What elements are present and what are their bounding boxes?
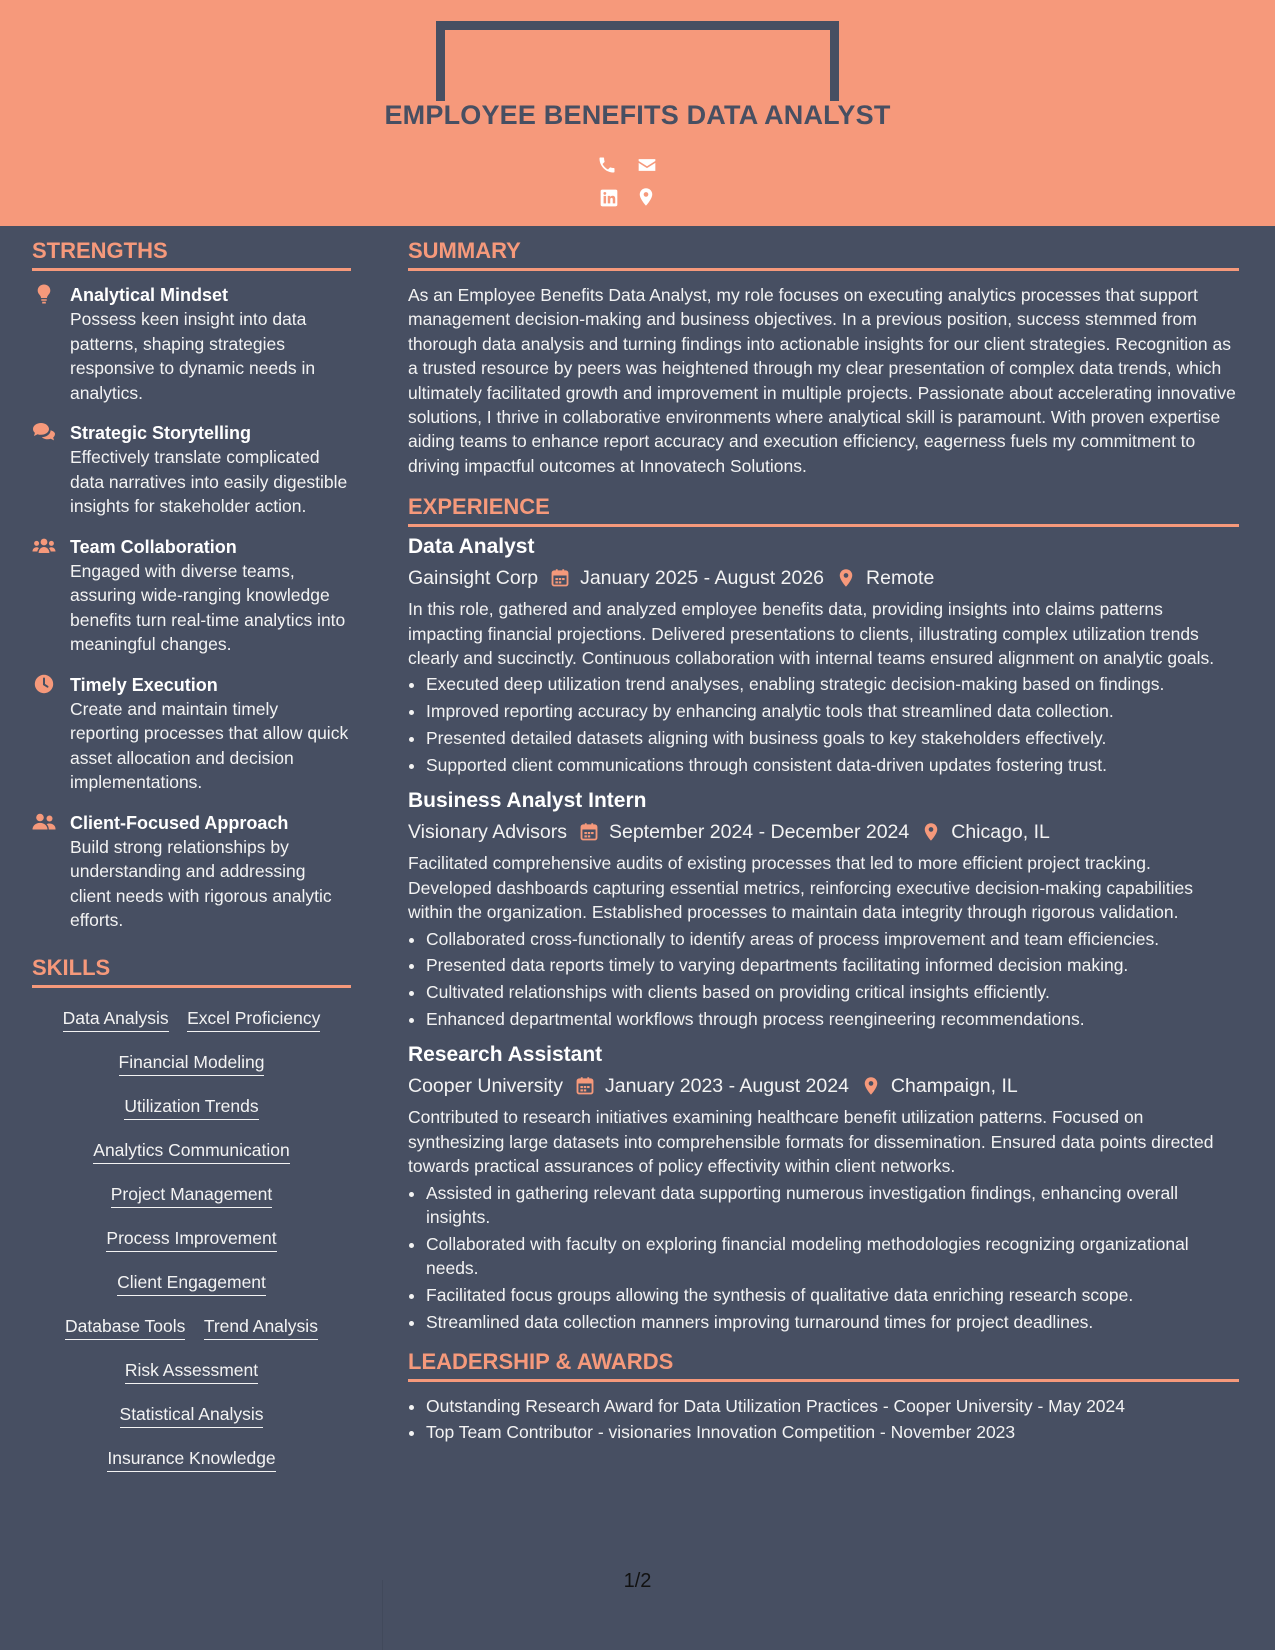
- calendar-icon: [579, 822, 599, 842]
- job-entry: [408, 787, 1239, 1031]
- list-item: • Collaborated with faculty on exploring financial modeling methodologies recognizing organizational needs.: [426, 1232, 1239, 1281]
- job-description: In this role, gathered and analyzed employee benefits data, providing insights into claims patterns impacting financial projections. Delivered presentations to clients, illustrating complex utilization trends clearly and succinctly. Continuous collaboration with internal teams ensured alignment on analytic goals.: [408, 599, 1215, 669]
- map-pin-icon: [861, 1076, 881, 1096]
- list-item: • Executed deep utilization trend analyses, enabling strategic decision-making based on findings.: [426, 672, 1239, 697]
- clock-icon: [32, 674, 56, 694]
- strength-title: Strategic Storytelling: [70, 423, 252, 443]
- skill-tag: Excel Proficiency: [187, 1006, 320, 1032]
- strength-title: Analytical Mindset: [70, 285, 229, 305]
- list-item: • Collaborated cross-functionally to identify areas of process improvement and team efficiencies.: [426, 927, 1239, 952]
- summary-heading: SUMMARY: [408, 238, 1239, 271]
- job-description: Contributed to research initiatives examining healthcare benefit utilization patterns. Focused on synthesizing large datasets into comprehensible formats for dissemination. Ensured data points directed towards practical assurances of policy effectivity within client networks.: [408, 1107, 1214, 1177]
- awards-list: [408, 1394, 1239, 1445]
- job-company: Cooper University: [408, 1075, 563, 1098]
- user-friends-icon: [32, 812, 56, 832]
- strengths-heading: STRENGTHS: [32, 238, 351, 271]
- job-bullets: [408, 672, 1239, 777]
- strength-description: Effectively translate complicated data narratives into easily digestible insights for stakeholder action.: [70, 447, 348, 516]
- list-item: • Enhanced departmental workflows through process reengineering recommendations.: [426, 1007, 1239, 1032]
- skill-tag: Utilization Trends: [124, 1094, 258, 1120]
- skills-list: [32, 1004, 351, 1472]
- linkedin-icon[interactable]: [599, 188, 619, 208]
- job-meta: [408, 817, 1239, 847]
- skill-tag: Risk Assessment: [125, 1358, 258, 1384]
- job-meta: [408, 1071, 1239, 1101]
- resume-title: EMPLOYEE BENEFITS DATA ANALYST: [384, 100, 891, 130]
- awards-heading: LEADERSHIP & AWARDS: [408, 1349, 1239, 1382]
- strength-description: Create and maintain timely reporting processes that allow quick asset allocation and decision implementations.: [70, 698, 349, 792]
- list-item: • Streamlined data collection manners improving turnaround times for project deadlines.: [426, 1310, 1239, 1335]
- map-pin-icon[interactable]: [636, 187, 656, 207]
- list-item: • Presented detailed datasets aligning with business goals to key stakeholders effectively.: [426, 726, 1239, 751]
- strength-description: Engaged with diverse teams, assuring wide-ranging knowledge benefits turn real-time analytics into meaningful changes.: [70, 560, 346, 654]
- summary-text: As an Employee Benefits Data Analyst, my role focuses on executing analytics processes that support management decision-making and business objectives. In a previous position, success stemmed from thorough data analysis and turning findings into actionable insights for our client strategies. Recognition as a trusted resource by peers was heightened through my clear presentation of complex data trends, which ultimately facilitated growth and improvement in multiple projects. Passionate about accelerating innovative solutions, I thrive in collaborative environments where analytical skill is paramount. With proven expertise aiding teams to enhance report accuracy and execution efficiency, eagerness fuels my commitment to driving impactful outcomes at Innovatech Solutions.: [408, 285, 1236, 476]
- job-location: Chicago, IL: [951, 821, 1050, 844]
- list-item: • Assisted in gathering relevant data supporting numerous investigation findings, enhancing overall insights.: [426, 1181, 1239, 1230]
- strength-description: Possess keen insight into data patterns, shaping strategies responsive to dynamic needs in analytics.: [70, 309, 316, 403]
- strength-title: Team Collaboration: [70, 536, 237, 557]
- page-number: 1/2: [623, 1570, 652, 1592]
- job-bullets: [408, 927, 1239, 1032]
- list-item: • Supported client communications through consistent data-driven updates fostering trust.: [426, 753, 1239, 778]
- job-entry: [408, 533, 1239, 777]
- strength-description: Build strong relationships by understanding and addressing client needs with rigorous analytic efforts.: [70, 836, 332, 930]
- calendar-icon: [575, 1076, 595, 1096]
- job-dates: September 2024 - December 2024: [608, 821, 910, 844]
- header-bracket-decoration: [436, 21, 839, 101]
- experience-heading: EXPERIENCE: [408, 494, 1239, 527]
- list-item: • Improved reporting accuracy by enhancing analytic tools that streamlined data collection.: [426, 699, 1239, 724]
- job-bullets: [408, 1181, 1239, 1335]
- job-title: Data Analyst: [408, 535, 535, 559]
- calendar-icon: [550, 568, 570, 588]
- map-pin-icon: [921, 822, 941, 842]
- list-item: • Presented data reports timely to varying departments facilitating informed decision making.: [426, 953, 1239, 978]
- strength-item: [32, 811, 351, 933]
- envelope-icon[interactable]: [637, 155, 657, 175]
- job-location: Champaign, IL: [890, 1075, 1018, 1098]
- skill-tag: Insurance Knowledge: [107, 1446, 275, 1472]
- header: [0, 0, 1275, 226]
- list-item: • Cultivated relationships with clients based on providing critical insights efficiently.: [426, 980, 1239, 1005]
- skills-heading: SKILLS: [32, 955, 351, 988]
- strength-item: [32, 673, 351, 795]
- list-item: • Outstanding Research Award for Data Utilization Practices - Cooper University - May 2024: [426, 1394, 1239, 1419]
- job-company: Visionary Advisors: [408, 821, 567, 844]
- strength-item: [32, 535, 351, 657]
- skill-tag: Database Tools: [65, 1314, 185, 1340]
- strength-item: [32, 421, 351, 519]
- strength-title: Client-Focused Approach: [70, 812, 289, 833]
- lightbulb-icon: [32, 284, 56, 304]
- skill-tag: Process Improvement: [106, 1226, 276, 1252]
- job-dates: January 2025 - August 2026: [580, 567, 825, 590]
- right-column: [408, 238, 1239, 1447]
- job-meta: [408, 563, 1239, 593]
- users-icon: [32, 536, 56, 556]
- list-item: • Top Team Contributor - visionaries Innovation Competition - November 2023: [426, 1420, 1239, 1445]
- job-entry: [408, 1041, 1239, 1334]
- skill-tag: Financial Modeling: [119, 1050, 265, 1076]
- skill-tag: Client Engagement: [117, 1270, 266, 1296]
- job-company: Gainsight Corp: [408, 567, 539, 590]
- left-column: [32, 238, 351, 1490]
- skill-tag: Analytics Communication: [93, 1138, 289, 1164]
- strength-title: Timely Execution: [70, 674, 218, 695]
- job-title: Research Assistant: [408, 1043, 603, 1067]
- skill-tag: Statistical Analysis: [120, 1402, 264, 1428]
- comments-icon: [32, 422, 56, 442]
- skill-tag: Data Analysis: [63, 1006, 169, 1032]
- skill-tag: Project Management: [111, 1182, 272, 1208]
- job-dates: January 2023 - August 2024: [604, 1075, 849, 1098]
- map-pin-icon: [836, 568, 856, 588]
- strength-item: [32, 283, 351, 405]
- job-description: Facilitated comprehensive audits of existing processes that led to more efficient project tracking. Developed dashboards capturing essential metrics, reinforcing executive decision-making capabilities within the organization. Established processes to maintain data integrity through rigorous validation.: [408, 853, 1193, 923]
- job-location: Remote: [866, 567, 935, 590]
- list-item: • Facilitated focus groups allowing the synthesis of qualitative data enriching research scope.: [426, 1283, 1239, 1308]
- job-title: Business Analyst Intern: [408, 789, 647, 813]
- phone-icon[interactable]: [597, 155, 617, 175]
- skill-tag: Trend Analysis: [204, 1314, 318, 1340]
